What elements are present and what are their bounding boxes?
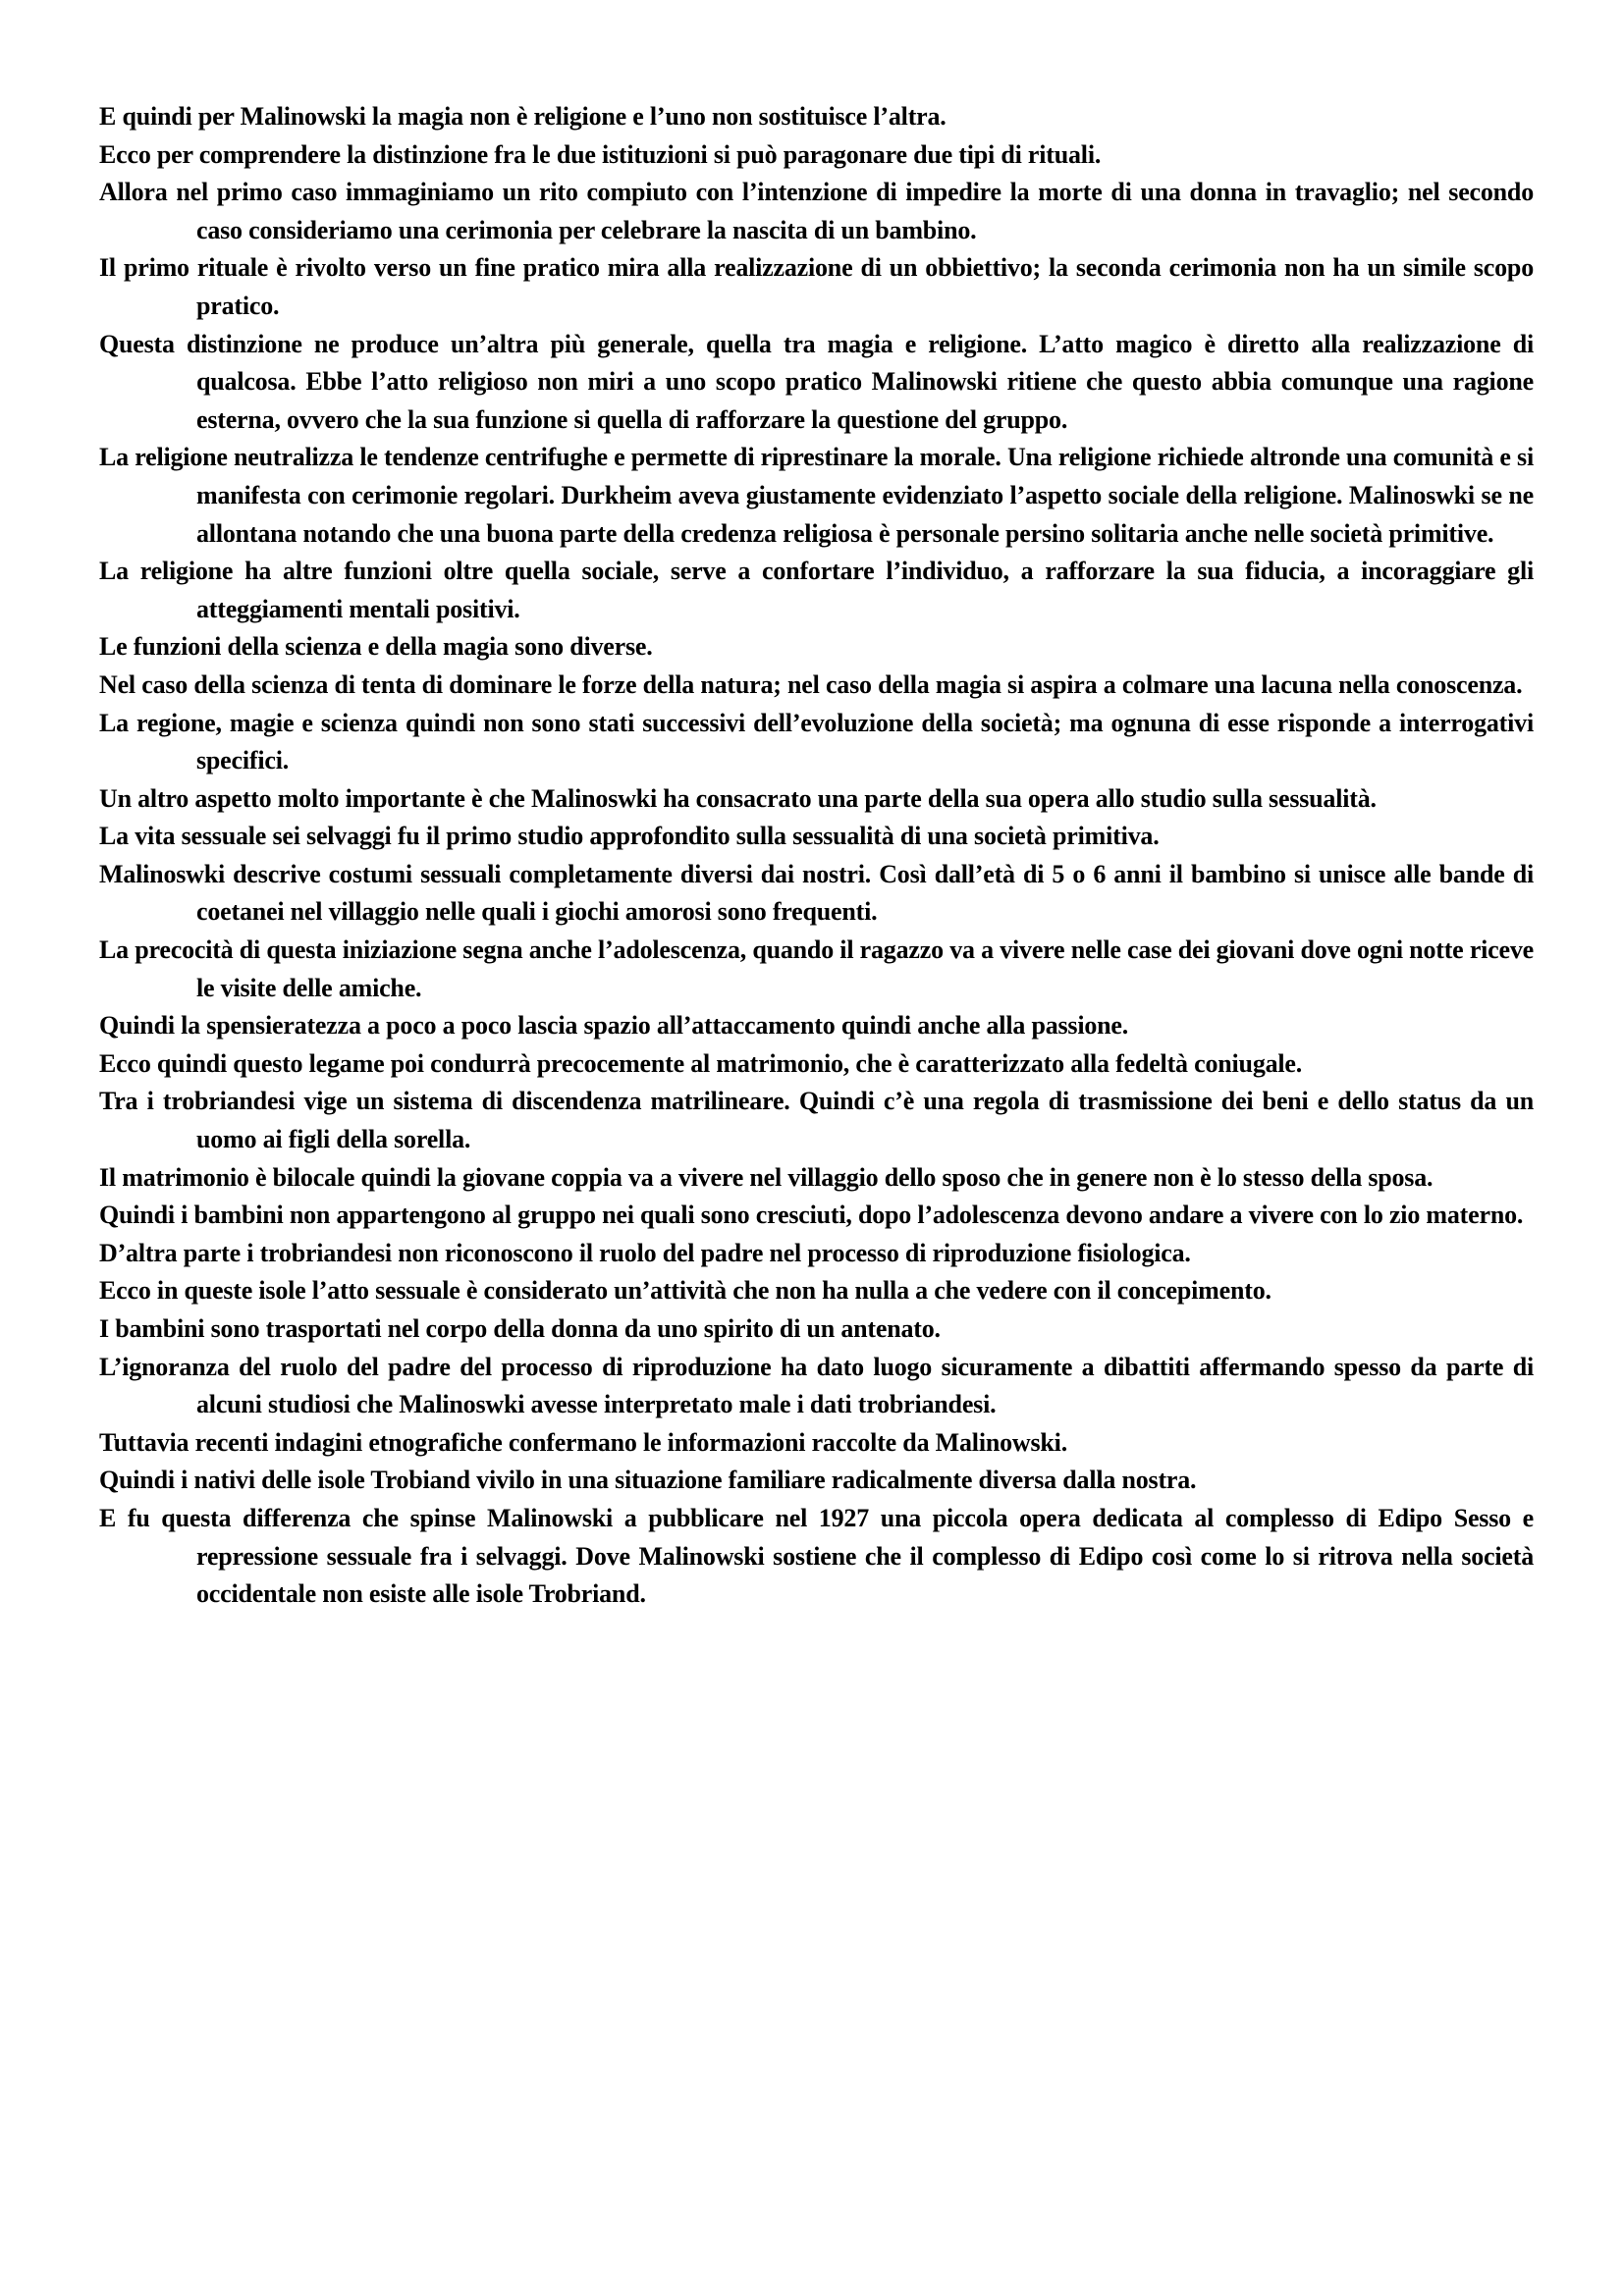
paragraph: Quindi i nativi delle isole Trobiand vivilo in una situazione familiare radicalmente diversa dalla nostra. <box>99 1466 1197 1495</box>
paragraph: L’ignoranza del ruolo del padre del processo di riproduzione ha dato luogo sicuramente a dibattiti affermando spesso da parte di alcuni studiosi che Malinoswki avesse interpretato male i dati trobriandesi. <box>99 1352 1534 1419</box>
paragraph: La precocità di questa iniziazione segna anche l’adolescenza, quando il ragazzo va a vivere nelle case dei giovani dove ogni notte riceve le visite delle amiche. <box>99 935 1534 1002</box>
paragraph: Quindi i bambini non appartengono al gruppo nei quali sono cresciuti, dopo l’adolescenza devono andare a vivere con lo zio materno. <box>99 1201 1524 1230</box>
paragraph: I bambini sono trasportati nel corpo della donna da uno spirito di un antenato. <box>99 1314 941 1343</box>
document-page <box>99 98 1534 1614</box>
paragraph: E quindi per Malinowski la magia non è religione e l’uno non sostituisce l’altra. <box>99 102 947 131</box>
paragraph: La regione, magie e scienza quindi non sono stati successivi dell’evoluzione della società; ma ognuna di esse risponde a interrogativi specifici. <box>99 708 1534 775</box>
paragraph: Questa distinzione ne produce un’altra più generale, quella tra magia e religione. L’atto magico è diretto alla realizzazione di qualcosa. Ebbe l’atto religioso non miri a uno scopo pratico Malinowski ritiene che questo abbia comunque una ragione esterna, ovvero che la sua funzione si quella di rafforzare la questione del gruppo. <box>99 329 1534 434</box>
paragraph: Ecco quindi questo legame poi condurrà precocemente al matrimonio, che è caratterizzato alla fedeltà coniugale. <box>99 1048 1303 1078</box>
paragraph: Quindi la spensieratezza a poco a poco lascia spazio all’attaccamento quindi anche alla passione. <box>99 1011 1129 1041</box>
paragraph: Nel caso della scienza di tenta di dominare le forze della natura; nel caso della magia si aspira a colmare una lacuna nella conoscenza. <box>99 669 1523 699</box>
paragraph: Allora nel primo caso immaginiamo un rito compiuto con l’intenzione di impedire la morte di una donna in travaglio; nel secondo caso consideriamo una cerimonia per celebrare la nascita di un bambino. <box>99 178 1534 244</box>
paragraph: Il primo rituale è rivolto verso un fine pratico mira alla realizzazione di un obbiettivo; la seconda cerimonia non ha un simile scopo pratico. <box>99 253 1534 320</box>
paragraph: La vita sessuale sei selvaggi fu il primo studio approfondito sulla sessualità di una società primitiva. <box>99 822 1160 851</box>
paragraph: Un altro aspetto molto importante è che Malinoswki ha consacrato una parte della sua opera allo studio sulla sessualità. <box>99 783 1377 813</box>
paragraph: Ecco per comprendere la distinzione fra le due istituzioni si può paragonare due tipi di rituali. <box>99 139 1102 169</box>
paragraph: Malinoswki descrive costumi sessuali completamente diversi dai nostri. Così dall’età di 5 o 6 anni il bambino si unisce alle bande di coetanei nel villaggio nelle quali i giochi amorosi sono frequenti. <box>99 859 1534 927</box>
paragraph: Il matrimonio è bilocale quindi la giovane coppia va a vivere nel villaggio dello sposo che in genere non è lo stesso della sposa. <box>99 1162 1434 1192</box>
paragraph: Tuttavia recenti indagini etnografiche confermano le informazioni raccolte da Malinowski. <box>99 1427 1067 1457</box>
paragraph: Ecco in queste isole l’atto sessuale è considerato un’attività che non ha nulla a che vedere con il concepimento. <box>99 1276 1271 1306</box>
paragraph: La religione neutralizza le tendenze centrifughe e permette di riprestinare la morale. Una religione richiede altronde una comunità e si manifesta con cerimonie regolari. Durkheim aveva giustamente evidenziato l’aspetto sociale della religione. Malinoswki se ne allontana notando che una buona parte della credenza religiosa è personale persino solitaria anche nelle società primitive. <box>99 443 1534 548</box>
paragraph: Tra i trobriandesi vige un sistema di discendenza matrilineare. Quindi c’è una regola di trasmissione dei beni e dello status da un uomo ai figli della sorella. <box>99 1087 1534 1154</box>
paragraph: D’altra parte i trobriandesi non riconoscono il ruolo del padre nel processo di riproduzione fisiologica. <box>99 1238 1191 1267</box>
paragraph: Le funzioni della scienza e della magia sono diverse. <box>99 632 653 662</box>
paragraph: E fu questa differenza che spinse Malinowski a pubblicare nel 1927 una piccola opera dedicata al complesso di Edipo Sesso e repressione sessuale fra i selvaggi. Dove Malinowski sostiene che il complesso di Edipo così come lo si ritrova nella società occidentale non esiste alle isole Trobriand. <box>99 1503 1534 1609</box>
paragraph: La religione ha altre funzioni oltre quella sociale, serve a confortare l’individuo, a rafforzare la sua fiducia, a incoraggiare gli atteggiamenti mentali positivi. <box>99 557 1534 623</box>
